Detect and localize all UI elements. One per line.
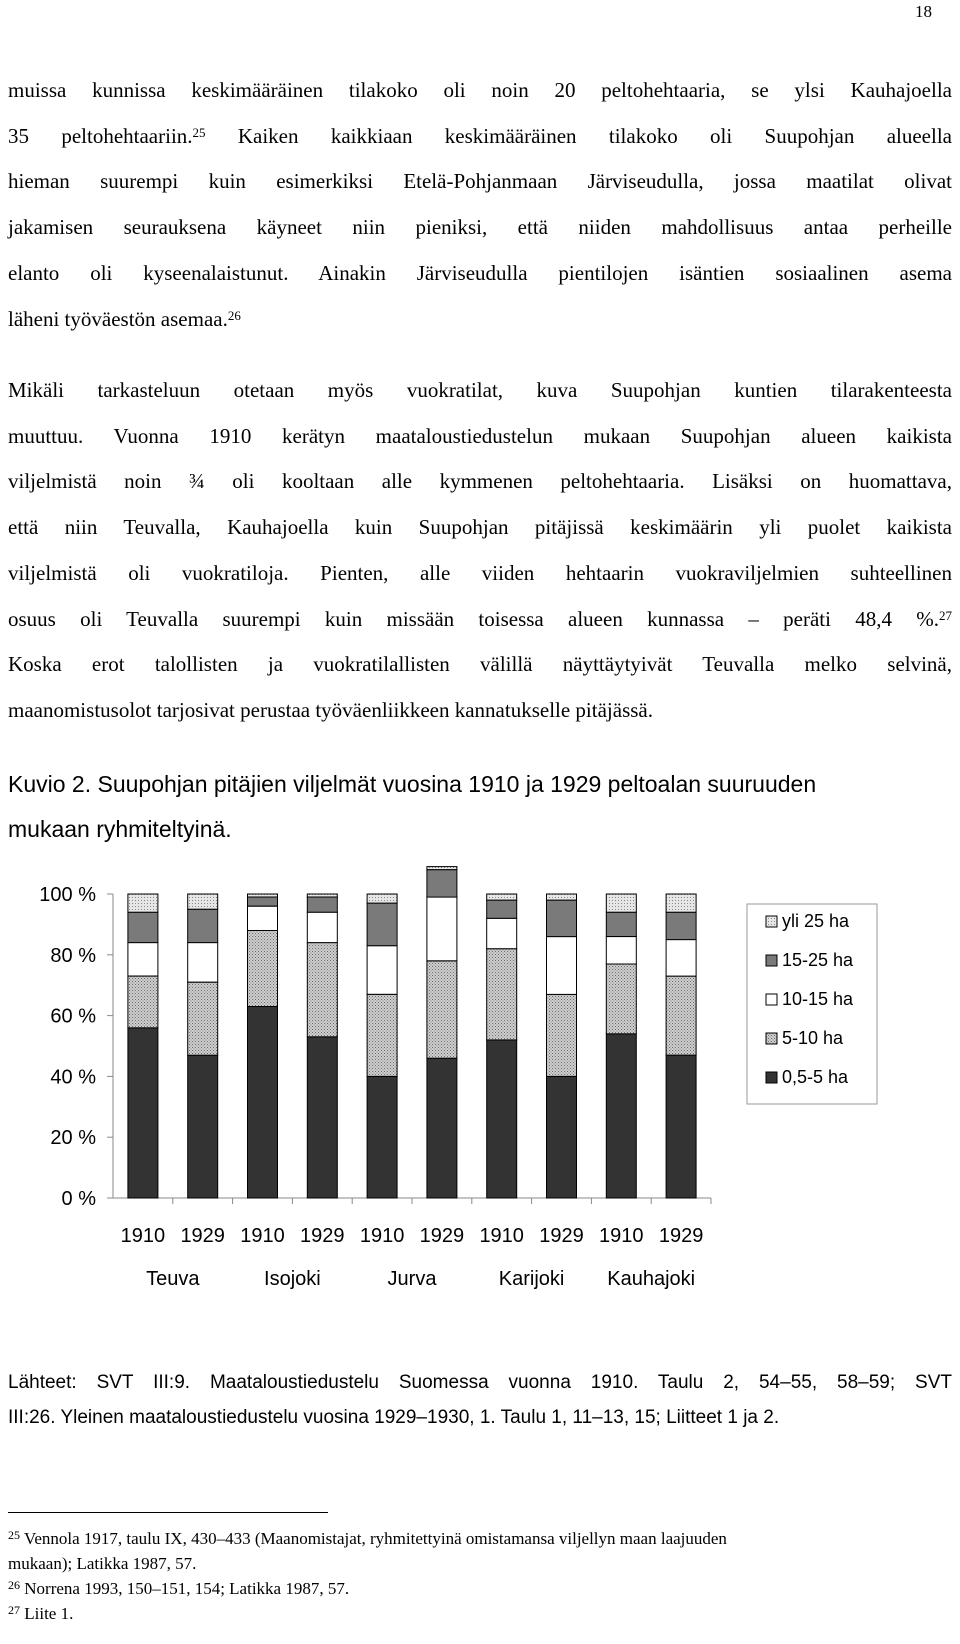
bar-segment: [666, 940, 696, 977]
y-tick-label: 100 %: [39, 884, 96, 906]
bar-segment: [248, 931, 278, 1007]
group-label: Teuva: [146, 1268, 200, 1290]
legend-swatch: [766, 916, 777, 927]
group-label: Karijoki: [498, 1268, 565, 1290]
figure-caption: [8, 762, 952, 852]
bar-segment: [547, 937, 577, 995]
paragraph-line: jakamisen seurauksena käyneet niin pieniksi, että niiden mahdollisuus antaa perheille: [8, 215, 952, 240]
bar-segment: [128, 976, 158, 1028]
paragraph-line: Koska erot talollisten ja vuokratilallisten välillä näyttäytyivät Teuvalla melko selvinä,: [8, 652, 952, 677]
stacked-bar-chart: [0, 884, 960, 1300]
footnote-separator: [8, 1512, 328, 1513]
sources-line-2: III:26. Yleinen maataloustiedustelu vuosina 1929–1930, 1. Taulu 1, 11–13, 15; Liitteet 1 ja 2.: [8, 1407, 780, 1428]
paragraph-line: muissa kunnissa keskimääräinen tilakoko oli noin 20 peltohehtaaria, se ylsi Kauhajoella: [8, 78, 952, 102]
bar-segment: [487, 894, 517, 900]
bar-segment: [188, 1055, 218, 1198]
legend-swatch: [766, 1033, 777, 1044]
sources-note: [8, 1365, 952, 1435]
bar-segment: [606, 912, 636, 936]
legend-label: 0,5-5 ha: [782, 1067, 849, 1087]
bar-segment: [487, 918, 517, 948]
y-tick-label: 40 %: [50, 1066, 96, 1089]
bar-segment: [487, 1040, 517, 1198]
paragraph-line: muuttuu. Vuonna 1910 kerätyn maataloustiedustelun mukaan Suupohjan alueen kaikista: [8, 423, 952, 448]
bar-segment: [487, 900, 517, 918]
paragraph-line: 35 peltohehtaariin.$^{25}$ Kaiken kaikkiaan keskimääräinen tilakoko oli Suupohjan alueella: [8, 123, 952, 148]
bar-segment: [367, 994, 397, 1076]
legend-swatch: [766, 955, 777, 966]
legend-swatch: [766, 1072, 777, 1083]
bar-segment: [547, 994, 577, 1076]
y-tick-label: 80 %: [50, 944, 96, 967]
footnote-number: 25: [8, 1528, 20, 1542]
footnote-number: 26: [8, 1578, 20, 1592]
legend-label: 15-25 ha: [782, 950, 854, 970]
bar-segment: [427, 870, 457, 897]
footnotes: [8, 1526, 952, 1626]
bar-segment: [248, 906, 278, 930]
footnote-reference[interactable]: 25: [192, 124, 206, 140]
paragraph-line: viljelmistä noin ¾ oli kooltaan alle kymmenen peltohehtaaria. Lisäksi on huomattava,: [8, 469, 952, 494]
bar-segment: [248, 897, 278, 906]
body-paragraph-1: [8, 68, 952, 342]
y-tick-label: 20 %: [50, 1127, 96, 1150]
footnote-reference[interactable]: 26: [227, 307, 241, 323]
footnote-line: $^{25}$ Vennola 1917, taulu IX, 430–433 (Maanomistajat, ryhmitettyinä omistamansa viljellyn maan laajuuden: [8, 1528, 727, 1548]
x-tick-label: 1910: [599, 1225, 644, 1247]
paragraph-line: elanto oli kyseenalaistunut. Ainakin Järviseudulla pientilojen isäntien sosiaalinen asema: [8, 260, 952, 285]
footnote-line: $^{27}$ Liite 1.: [8, 1603, 74, 1623]
footnote-reference[interactable]: 27: [939, 607, 952, 623]
bar-segment: [427, 897, 457, 961]
bar-segment: [666, 912, 696, 939]
y-tick-label: 60 %: [50, 1005, 96, 1028]
bar-segment: [606, 894, 636, 912]
y-tick-label: 0 %: [61, 1188, 96, 1210]
bar-segment: [307, 894, 337, 897]
bar-segment: [188, 943, 218, 983]
bar-segment: [427, 1058, 457, 1198]
bar-segment: [367, 946, 397, 995]
bar-segment: [128, 894, 158, 912]
bar-segment: [128, 943, 158, 976]
legend-swatch: [766, 994, 777, 1005]
bar-segment: [487, 949, 517, 1040]
sources-line-1: Lähteet: SVT III:9. Maataloustiedustelu Suomessa vuonna 1910. Taulu 2, 54–55, 58–59; SVT: [8, 1372, 952, 1393]
bar-segment: [547, 1076, 577, 1198]
x-tick-label: 1929: [539, 1225, 584, 1247]
body-paragraph-2: [8, 368, 952, 734]
bar-segment: [367, 903, 397, 946]
page-number: 18: [915, 2, 932, 21]
bar-segment: [248, 894, 278, 897]
x-tick-label: 1929: [658, 1225, 704, 1247]
x-tick-label: 1929: [180, 1225, 225, 1247]
figure-caption-line-1: Kuvio 2. Suupohjan pitäjien viljelmät vuosina 1910 ja 1929 peltoalan suuruuden: [8, 771, 817, 797]
bar-segment: [606, 937, 636, 964]
paragraph-line: hieman suurempi kuin esimerkiksi Etelä-Pohjanmaan Järviseudulla, jossa maatilat olivat: [8, 169, 952, 194]
bar-segment: [547, 900, 577, 937]
x-tick-label: 1910: [359, 1225, 405, 1247]
paragraph-line: viljelmistä oli vuokratiloja. Pienten, alle viiden hehtaarin vuokraviljelmien suhteellinen: [8, 560, 952, 585]
bar-segment: [307, 943, 337, 1037]
bar-segment: [188, 894, 218, 909]
bar-segment: [666, 976, 696, 1055]
bar-segment: [427, 961, 457, 1058]
bar-segment: [427, 867, 457, 870]
footnote-number: 27: [8, 1603, 20, 1617]
bar-segment: [367, 894, 397, 903]
x-tick-label: 1910: [479, 1225, 524, 1247]
group-label: Jurva: [387, 1268, 437, 1290]
bar-segment: [307, 897, 337, 912]
bar-segment: [188, 909, 218, 942]
paragraph-line: että niin Teuvalla, Kauhajoella kuin Suupohjan pitäjissä keskimäärin yli puolet kaikista: [8, 515, 952, 540]
bar-segment: [128, 1028, 158, 1198]
paragraph-line: Mikäli tarkasteluun otetaan myös vuokratilat, kuva Suupohjan kuntien tilarakenteesta: [8, 378, 952, 402]
bar-segment: [128, 912, 158, 942]
footnote-line: mukaan); Latikka 1987, 57.: [8, 1554, 197, 1573]
bar-segment: [547, 894, 577, 900]
group-label: Isojoki: [264, 1268, 321, 1290]
bar-segment: [248, 1007, 278, 1199]
x-tick-label: 1929: [300, 1225, 345, 1247]
x-tick-label: 1929: [419, 1225, 465, 1247]
bar-segment: [307, 912, 337, 942]
paragraph-line: läheni työväestön asemaa.$^{26}$: [8, 306, 241, 331]
bar-segment: [188, 982, 218, 1055]
legend-label: 5-10 ha: [782, 1028, 844, 1048]
legend-label: yli 25 ha: [782, 911, 850, 931]
x-tick-label: 1910: [240, 1225, 285, 1247]
paragraph-line: maanomistusolot tarjosivat perustaa työväenliikkeen kannatukselle pitäjässä.: [8, 697, 653, 722]
x-tick-label: 1910: [120, 1225, 166, 1247]
group-label: Kauhajoki: [607, 1268, 696, 1290]
bar-segment: [666, 894, 696, 912]
legend-label: 10-15 ha: [782, 989, 854, 1009]
footnote-line: $^{26}$ Norrena 1993, 150–151, 154; Latikka 1987, 57.: [8, 1578, 350, 1598]
bar-segment: [606, 1034, 636, 1198]
bar-segment: [307, 1037, 337, 1198]
bar-segment: [666, 1055, 696, 1198]
paragraph-line: osuus oli Teuvalla suurempi kuin missään toisessa alueen kunnassa – peräti 48,4 %.$^{27}$: [8, 606, 952, 631]
figure-caption-line-2: mukaan ryhmiteltyinä.: [8, 816, 232, 842]
bar-segment: [606, 964, 636, 1034]
bar-segment: [367, 1076, 397, 1198]
